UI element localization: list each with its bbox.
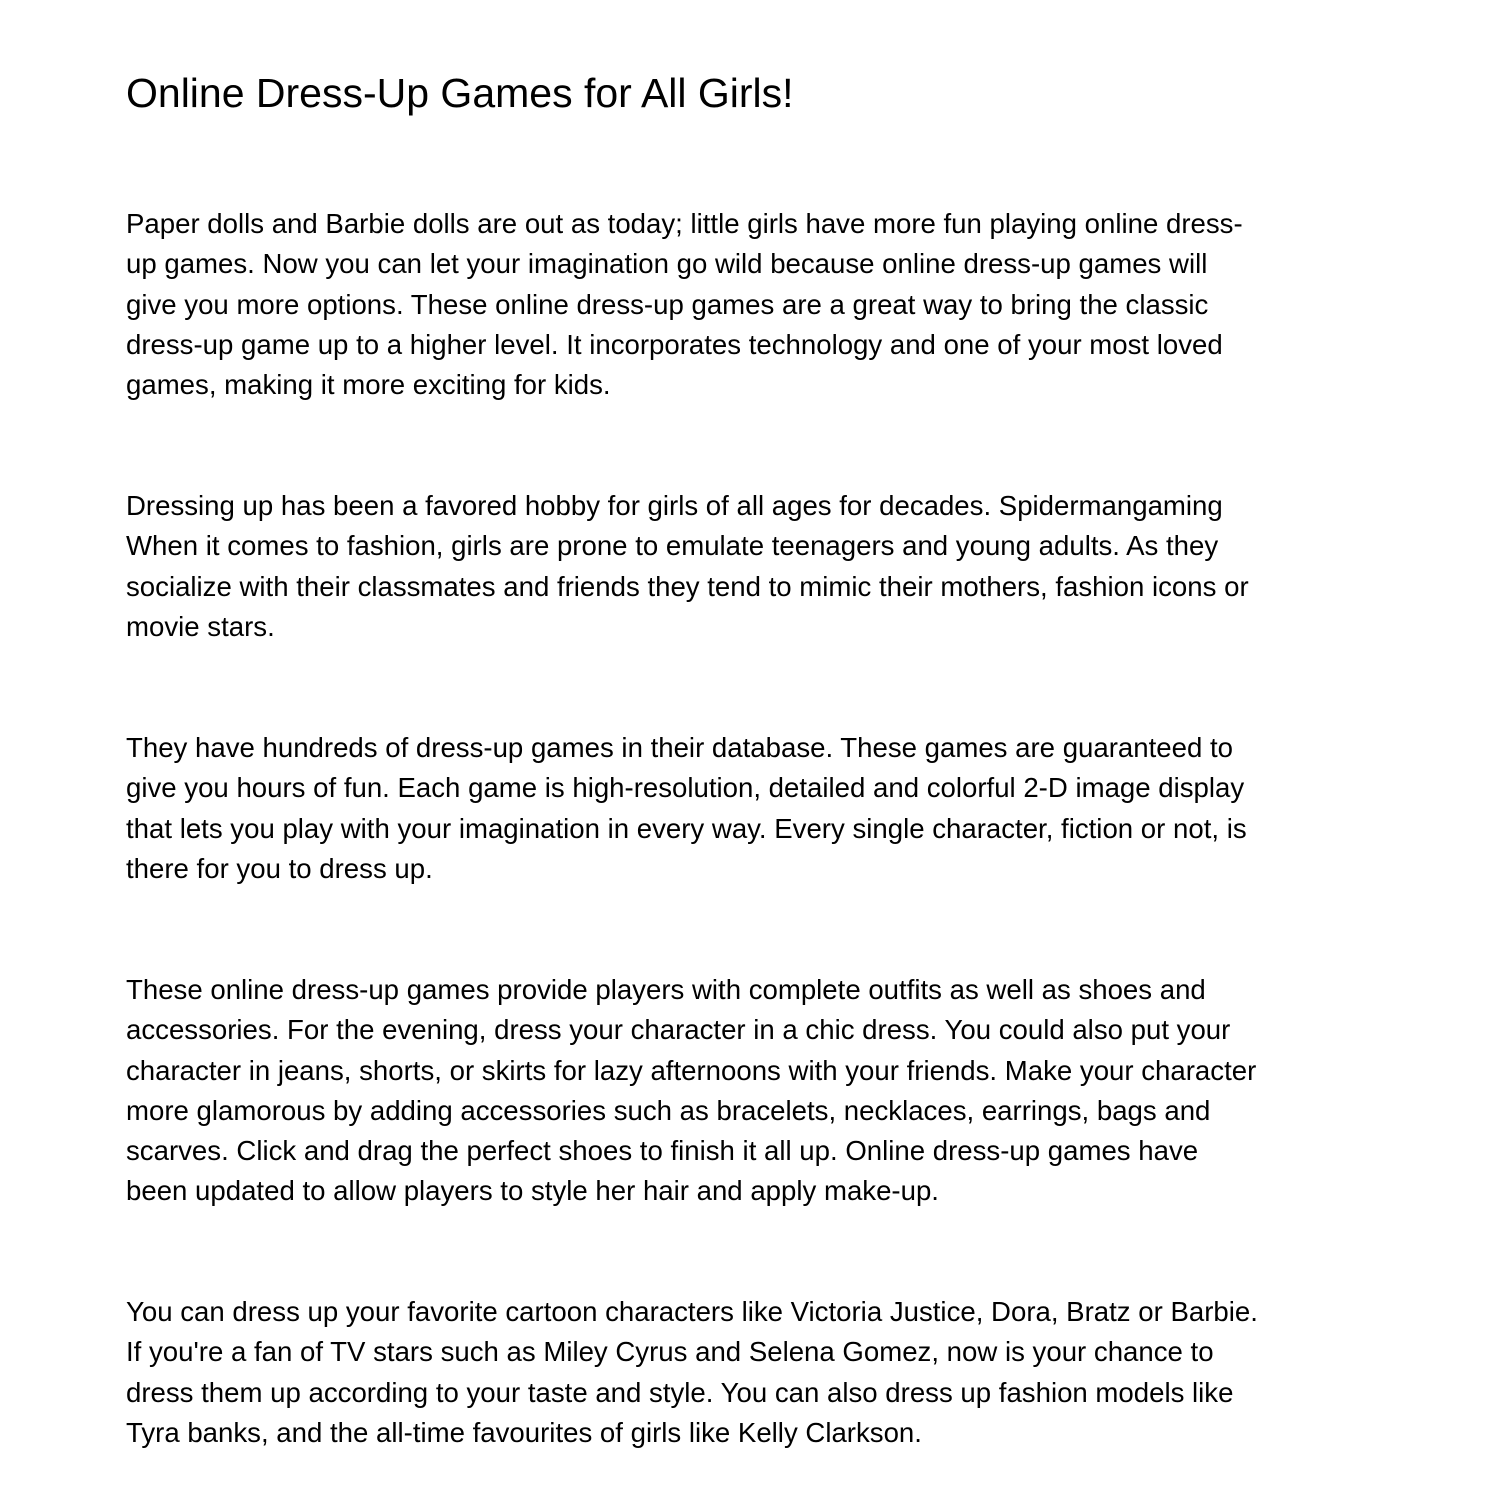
paragraph-outfits	[126, 970, 1256, 1212]
paragraph-characters	[126, 1292, 1258, 1453]
text-line: scarves. Click and drag the perfect shoes to finish it all up. Online dress-up games have	[126, 1135, 1199, 1167]
text-line: games, making it more exciting for kids.	[126, 369, 611, 401]
text-line: They have hundreds of dress-up games in their database. These games are guaranteed to	[126, 732, 1233, 763]
text-line: dress them up according to your taste and style. You can also dress up fashion models like	[126, 1376, 1234, 1408]
page-title: Online Dress-Up Games for All Girls!	[126, 70, 794, 116]
paragraph-hobby	[126, 486, 1249, 647]
text-line: movie stars.	[126, 610, 275, 642]
text-line: socialize with their classmates and friends they tend to mimic their mothers, fashion icons or	[126, 570, 1249, 602]
text-line: These online dress-up games provide players with complete outfits as well as shoes and	[126, 974, 1206, 1005]
text-line: accessories. For the evening, dress your character in a chic dress. You could also put your	[126, 1014, 1231, 1046]
text-line: more glamorous by adding accessories such as bracelets, necklaces, earrings, bags and	[126, 1094, 1211, 1126]
text-line: Paper dolls and Barbie dolls are out as today; little girls have more fun playing online dress-	[126, 208, 1243, 239]
text-line: When it comes to fashion, girls are prone to emulate teenagers and young adults. As they	[126, 530, 1219, 562]
text-line: give you hours of fun. Each game is high-resolution, detailed and colorful 2-D image display	[126, 772, 1245, 804]
text-line: You can dress up your favorite cartoon characters like Victoria Justice, Dora, Bratz or Barbie.	[126, 1296, 1258, 1327]
text-line: up games. Now you can let your imagination go wild because online dress-up games will	[126, 248, 1208, 280]
text-line: there for you to dress up.	[126, 852, 433, 884]
text-line: give you more options. These online dress-up games are a great way to bring the classic	[126, 288, 1209, 320]
text-line: character in jeans, shorts, or skirts for lazy afternoons with your friends. Make your character	[126, 1054, 1257, 1086]
paragraph-intro	[126, 204, 1243, 405]
paragraph-database	[126, 728, 1247, 889]
text-line: been updated to allow players to style her hair and apply make-up.	[126, 1175, 939, 1207]
text-line: that lets you play with your imagination in every way. Every single character, fiction or not, is	[126, 812, 1247, 844]
text-line: Tyra banks, and the all-time favourites of girls like Kelly Clarkson.	[126, 1416, 922, 1448]
text-line: If you're a fan of TV stars such as Miley Cyrus and Selena Gomez, now is your chance to	[126, 1336, 1214, 1368]
text-line: dress-up game up to a higher level. It incorporates technology and one of your most loved	[126, 328, 1223, 360]
text-line: Dressing up has been a favored hobby for girls of all ages for decades. Spidermangaming	[126, 490, 1223, 521]
